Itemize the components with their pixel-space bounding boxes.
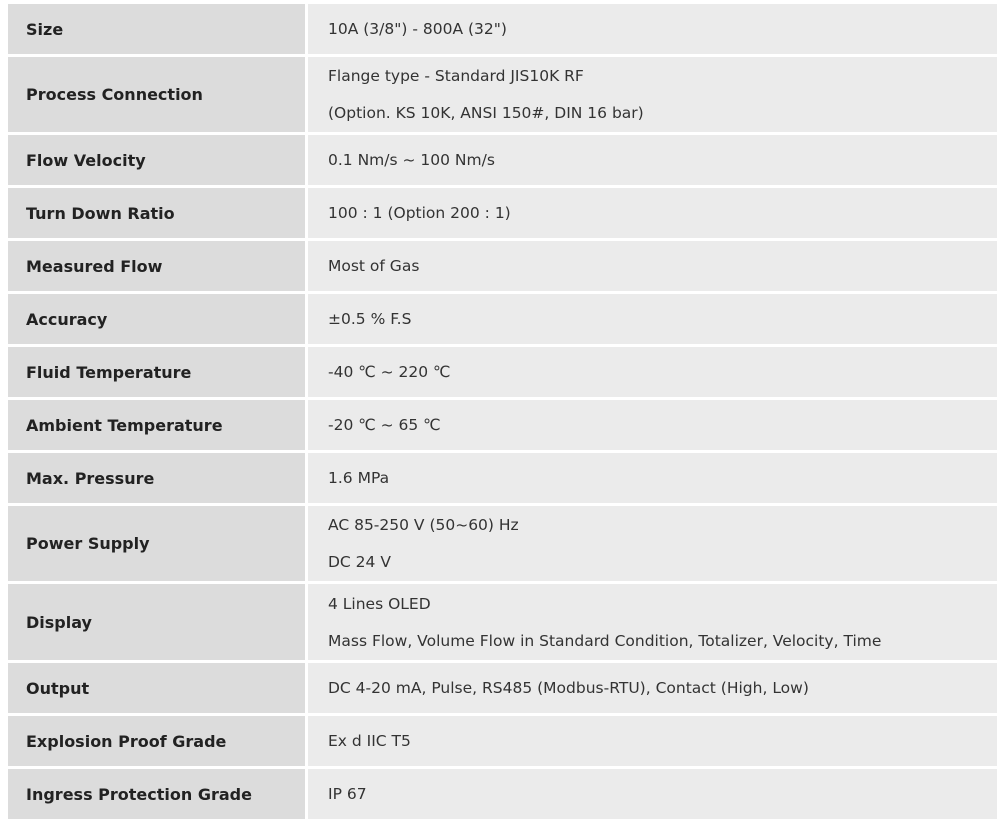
spec-value-line: Mass Flow, Volume Flow in Standard Condition, Totalizer, Velocity, Time <box>328 631 882 650</box>
spec-value <box>308 57 997 132</box>
spec-value-line: 4 Lines OLED <box>328 594 431 613</box>
spec-value <box>308 506 997 581</box>
spec-row-measured-flow <box>8 241 997 291</box>
spec-value-line: IP 67 <box>328 785 367 803</box>
spec-table <box>8 4 997 822</box>
spec-value <box>308 294 997 344</box>
spec-label: Fluid Temperature <box>8 347 305 397</box>
spec-value-line: DC 24 V <box>328 553 391 571</box>
spec-row-flow-velocity <box>8 135 997 185</box>
spec-value-line: Flange type - Standard JIS10K RF <box>328 67 584 85</box>
spec-value-line: -40 ℃ ~ 220 ℃ <box>328 363 451 381</box>
spec-value-line: (Option. KS 10K, ANSI 150#, DIN 16 bar) <box>328 104 644 122</box>
spec-row-explosion-proof-grade <box>8 716 997 766</box>
spec-value-line: Ex d IIC T5 <box>328 732 411 750</box>
spec-label: Ambient Temperature <box>8 400 305 450</box>
spec-label: Size <box>8 4 305 54</box>
spec-value-line: 0.1 Nm/s ~ 100 Nm/s <box>328 151 495 169</box>
spec-label: Accuracy <box>8 294 305 344</box>
spec-value-line: AC 85-250 V (50~60) Hz <box>328 516 519 534</box>
spec-label: Power Supply <box>8 506 305 581</box>
spec-row-accuracy <box>8 294 997 344</box>
spec-row-size <box>8 4 997 54</box>
spec-row-process-connection <box>8 57 997 132</box>
spec-value <box>308 453 997 503</box>
spec-label: Process Connection <box>8 57 305 132</box>
spec-value <box>308 769 997 819</box>
spec-value <box>308 347 997 397</box>
spec-row-fluid-temperature <box>8 347 997 397</box>
spec-row-max-pressure <box>8 453 997 503</box>
spec-label: Explosion Proof Grade <box>8 716 305 766</box>
spec-value-line: Most of Gas <box>328 257 420 275</box>
spec-value <box>308 188 997 238</box>
spec-row-output <box>8 663 997 713</box>
spec-value <box>308 4 997 54</box>
spec-value <box>308 584 997 660</box>
spec-row-ambient-temperature <box>8 400 997 450</box>
spec-value <box>308 400 997 450</box>
spec-row-power-supply <box>8 506 997 581</box>
spec-label: Output <box>8 663 305 713</box>
spec-value <box>308 135 997 185</box>
spec-value-line: DC 4-20 mA, Pulse, RS485 (Modbus-RTU), Contact (High, Low) <box>328 679 809 697</box>
spec-row-turn-down-ratio <box>8 188 997 238</box>
spec-value <box>308 716 997 766</box>
spec-row-ingress-protection-grade <box>8 769 997 819</box>
spec-label: Max. Pressure <box>8 453 305 503</box>
spec-row-display <box>8 584 997 660</box>
spec-value-line: -20 ℃ ~ 65 ℃ <box>328 416 441 434</box>
spec-label: Display <box>8 584 305 660</box>
spec-value <box>308 663 997 713</box>
spec-label: Measured Flow <box>8 241 305 291</box>
spec-label: Ingress Protection Grade <box>8 769 305 819</box>
spec-value-line: ±0.5 % F.S <box>328 310 412 328</box>
spec-label: Turn Down Ratio <box>8 188 305 238</box>
spec-value-line: 100 : 1 (Option 200 : 1) <box>328 204 511 222</box>
spec-value-line: 10A (3/8") - 800A (32") <box>328 20 507 38</box>
spec-value-line: 1.6 MPa <box>328 469 390 487</box>
spec-label: Flow Velocity <box>8 135 305 185</box>
spec-value <box>308 241 997 291</box>
